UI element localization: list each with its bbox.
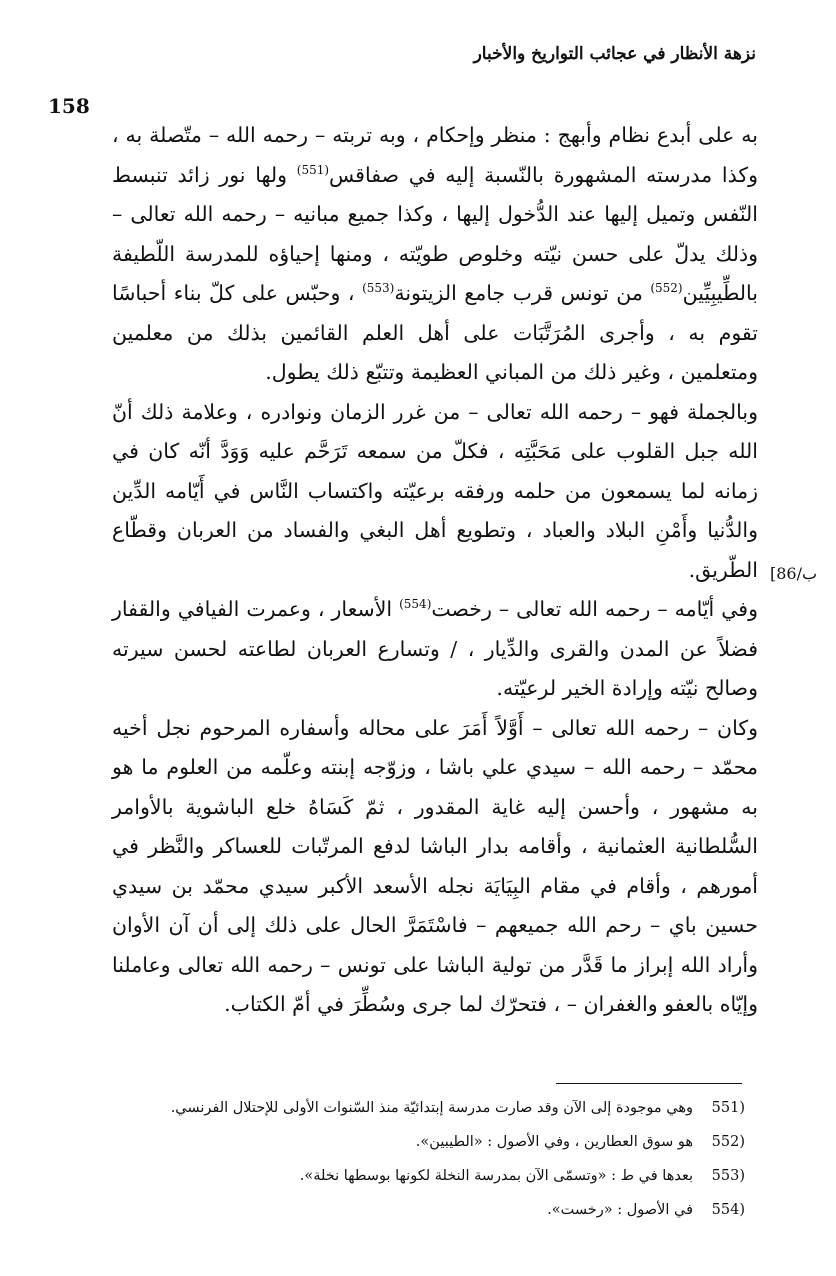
- footnote-text: في الأصول : «رخست».: [547, 1202, 693, 1218]
- page-number: 158: [48, 94, 90, 118]
- paragraph-1: [112, 116, 758, 393]
- paragraph-3: [112, 590, 758, 709]
- footnote-554: [40, 1202, 745, 1236]
- footnote-text: بعدها في ط : «وتسمّى الآن بمدرسة النخلة لكونها بوسطها نخلة».: [299, 1168, 693, 1184]
- paragraph-1-part-a: به على أبدع نظام وأبهج : منظر وإحكام ، وبه تربته – رحمه الله – متّصلة به ، وكذا مدرسته المشهورة بالنّسبة إليه في صفاقس: [112, 123, 758, 187]
- footnotes: [40, 1100, 745, 1236]
- footnote-552: [40, 1134, 745, 1168]
- footnote-number: 552): [711, 1134, 745, 1150]
- paragraph-4: وكان – رحمه الله تعالى – أَوَّلاً أَمَرَ على محاله وأسفاره المرحوم نجل أخيه محمّد – رحمه الله – سيدي علي باشا ، وزوّجه إبنته وعلّمه من العلوم ما هو به مشهور ، وأحسن إليه غاية المقدور ، ثمّ كَسَاهُ خلع الباشوية بالأوامر السُّلطانية العثمانية ، وأقامه بدار الباشا لدفع المرتّبات للعساكر والنَّظر في أمورهم ، وأقام في مقام البِيَايَة نجله الأسعد الأكبر سيدي محمّد بن سيدي حسين باي – رحم الله جميعهم – فاسْتَمَرَّ الحال على ذلك إلى أن آن الأوان وأراد الله إبراز ما قَدَّر من تولية الباشا على تونس – رحمه الله تعالى وعاملنا وإيّاه بالعفو والغفران – ، فتحرّك لما جرى وسُطِّرَ في أمّ الكتاب.: [112, 715, 758, 1016]
- paragraph-3-part-b: الأسعار ، وعمرت الفيافي والقفار فضلاً عن المدن والقرى والدِّيار ، / وتسارع العربان لطاعته لحسن سيرته وصالح نيّته وإرادة الخير لرعيّته.: [112, 597, 758, 700]
- paragraph-1-part-b: ولها نور زائد تنبسط النّفس وتميل إليها عند الدُّخول إليها ، وكذا جميع مبانيه – رحمه الله تعالى – وذلك يدلّ على حسن نيّته وخلوص طويّته ، ومنها إحياؤه للمدرسة اللّطيفة بالطِّيبِيِّين: [112, 162, 758, 305]
- footnote-553: [40, 1168, 745, 1202]
- footnote-number: 553): [711, 1168, 745, 1184]
- main-text: [112, 116, 758, 1025]
- paragraph-3-part-a: وفي أيّامه – رحمه الله تعالى – رخصت: [431, 597, 758, 621]
- paragraph-1-part-d: ، وحبّس على كلّ بناء أحباسًا تقوم به ، وأجرى المُرَتَّبَات على أهل العلم القائمين بذلك من معلمين ومتعلمين ، وغير ذلك من المباني العظيمة وتتبّع ذلك يطول.: [112, 281, 758, 384]
- footnote-number: 551): [711, 1100, 745, 1116]
- footnote-551: [40, 1100, 745, 1134]
- footnote-divider: [556, 1083, 742, 1084]
- footnote-number: 554): [711, 1202, 745, 1218]
- paragraph-1-part-c: من تونس قرب جامع الزيتونة: [394, 281, 651, 305]
- footnote-text: وهي موجودة إلى الآن وقد صارت مدرسة إبتدائيّة منذ السّنوات الأولى للإحتلال الفرنسي.: [170, 1100, 693, 1116]
- footnote-ref-552[interactable]: (552): [650, 281, 683, 296]
- paragraph-2: وبالجملة فهو – رحمه الله تعالى – من غرر الزمان ونوادره ، وعلامة ذلك أنّ الله جبل القلوب على مَحَبَّتِه ، فكلّ من سمعه تَرَحَّم عليه وَوَدَّ أنّه كان في زمانه لما يسمعون من حلمه ورفقه برعيّته واكتساب النَّاس في أَيّامه الدِّين والدُّنيا وأَمْنِ البلاد والعباد ، وتطويع أهل البغي والفساد من العربان وقطّاع الطّريق.: [112, 399, 758, 582]
- footnote-ref-554[interactable]: (554): [399, 597, 432, 612]
- folio-margin-note: [86/ب: [770, 564, 818, 583]
- footnote-ref-553[interactable]: (553): [362, 281, 395, 296]
- book-title: نزهة الأنظار في عجائب التواريخ والأخبار: [473, 44, 756, 64]
- footnote-ref-551[interactable]: (551): [296, 162, 330, 177]
- footnote-text: هو سوق العطارين ، وفي الأصول : «الطيبين».: [415, 1134, 693, 1150]
